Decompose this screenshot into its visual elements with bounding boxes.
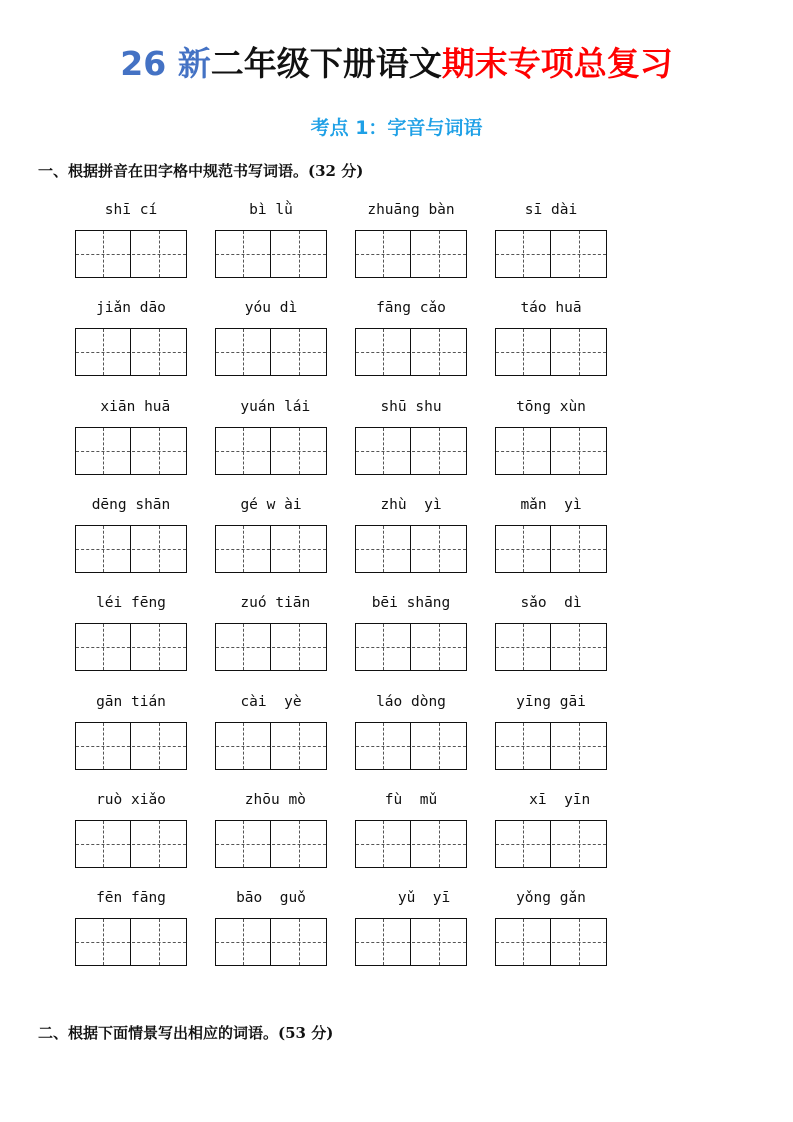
guide-line-vertical: [523, 919, 524, 965]
tianzige-box[interactable]: [75, 722, 187, 770]
word-cell: [215, 692, 327, 780]
guide-line-vertical: [299, 919, 300, 965]
tianzige-box[interactable]: [355, 623, 467, 671]
guide-line-horizontal: [76, 451, 186, 452]
guide-line-vertical: [579, 428, 580, 474]
pinyin-label: bì lǜ: [249, 202, 293, 218]
guide-line-vertical: [103, 428, 104, 474]
title-year: 26 新: [120, 44, 211, 83]
guide-line-horizontal: [496, 746, 606, 747]
guide-line-horizontal: [76, 647, 186, 648]
tianzige-box[interactable]: [495, 427, 607, 475]
tianzige-box[interactable]: [495, 230, 607, 278]
pinyin-label: yǔ yī: [371, 890, 451, 906]
guide-line-vertical: [439, 329, 440, 375]
guide-line-vertical: [159, 329, 160, 375]
pinyin-label: xī yīn: [511, 792, 591, 808]
guide-line-vertical: [523, 723, 524, 769]
guide-line-vertical: [523, 624, 524, 670]
guide-line-horizontal: [356, 844, 466, 845]
guide-line-vertical: [579, 821, 580, 867]
word-cell: [75, 692, 187, 780]
guide-line-horizontal: [496, 549, 606, 550]
pinyin-label: fù mǔ: [384, 792, 438, 808]
guide-line-vertical: [159, 231, 160, 277]
word-cell: [355, 888, 467, 976]
pinyin-label: gé w ài: [240, 497, 302, 513]
guide-line-horizontal: [356, 942, 466, 943]
guide-line-vertical: [159, 526, 160, 572]
guide-line-vertical: [523, 821, 524, 867]
pinyin-label: sǎo dì: [520, 595, 582, 611]
pinyin-label: táo huā: [520, 300, 582, 316]
guide-line-vertical: [243, 821, 244, 867]
word-cell: [355, 593, 467, 681]
guide-line-vertical: [439, 723, 440, 769]
guide-line-horizontal: [356, 352, 466, 353]
word-cell: [215, 495, 327, 583]
tianzige-box[interactable]: [495, 820, 607, 868]
guide-line-vertical: [299, 329, 300, 375]
guide-line-vertical: [103, 231, 104, 277]
tianzige-box[interactable]: [355, 820, 467, 868]
guide-line-horizontal: [216, 942, 326, 943]
tianzige-box[interactable]: [215, 427, 327, 475]
word-cell: [215, 593, 327, 681]
word-cell: [75, 888, 187, 976]
guide-line-vertical: [579, 329, 580, 375]
guide-line-horizontal: [76, 844, 186, 845]
word-cell: [75, 200, 187, 288]
guide-line-horizontal: [356, 549, 466, 550]
pinyin-label: sī dài: [524, 202, 578, 218]
word-cell: [495, 200, 607, 288]
word-cell: [75, 790, 187, 878]
guide-line-horizontal: [76, 549, 186, 550]
word-cell: [215, 397, 327, 485]
tianzige-box[interactable]: [75, 328, 187, 376]
word-cell: [215, 200, 327, 288]
tianzige-box[interactable]: [495, 328, 607, 376]
guide-line-vertical: [383, 526, 384, 572]
pinyin-label: bāo guǒ: [236, 890, 306, 906]
guide-line-horizontal: [356, 451, 466, 452]
guide-line-horizontal: [216, 647, 326, 648]
pinyin-label: dēng shān: [91, 497, 171, 513]
word-cell: [215, 888, 327, 976]
guide-line-horizontal: [496, 352, 606, 353]
guide-line-vertical: [159, 919, 160, 965]
section-2-heading: 二、根据下面情景写出相应的词语。(53 分): [38, 1024, 334, 1042]
tianzige-box[interactable]: [215, 230, 327, 278]
guide-line-vertical: [159, 723, 160, 769]
guide-line-horizontal: [216, 254, 326, 255]
tianzige-box[interactable]: [355, 918, 467, 966]
guide-line-vertical: [383, 329, 384, 375]
guide-line-vertical: [523, 428, 524, 474]
guide-line-vertical: [243, 919, 244, 965]
guide-line-vertical: [523, 231, 524, 277]
guide-line-horizontal: [496, 844, 606, 845]
guide-line-vertical: [439, 821, 440, 867]
tianzige-box[interactable]: [355, 328, 467, 376]
guide-line-horizontal: [356, 746, 466, 747]
pinyin-label: léi fēng: [96, 595, 166, 611]
guide-line-vertical: [383, 723, 384, 769]
guide-line-vertical: [579, 624, 580, 670]
guide-line-vertical: [383, 821, 384, 867]
tianzige-box[interactable]: [355, 525, 467, 573]
tianzige-box[interactable]: [215, 918, 327, 966]
guide-line-vertical: [523, 526, 524, 572]
pinyin-label: shī cí: [104, 202, 158, 218]
guide-line-vertical: [523, 329, 524, 375]
tianzige-box[interactable]: [355, 722, 467, 770]
word-cell: [495, 692, 607, 780]
guide-line-horizontal: [76, 746, 186, 747]
guide-line-vertical: [579, 919, 580, 965]
title-grade: 二年级下册语文: [210, 44, 442, 83]
pinyin-label: láo dòng: [376, 694, 446, 710]
guide-line-vertical: [103, 821, 104, 867]
guide-line-horizontal: [216, 549, 326, 550]
word-cell: [75, 495, 187, 583]
tianzige-box[interactable]: [355, 230, 467, 278]
tianzige-box[interactable]: [75, 820, 187, 868]
guide-line-vertical: [383, 624, 384, 670]
pinyin-label: zuó tiān: [231, 595, 311, 611]
pinyin-label: zhuāng bàn: [367, 202, 455, 218]
guide-line-horizontal: [216, 844, 326, 845]
guide-line-vertical: [243, 329, 244, 375]
pinyin-label: cài yè: [240, 694, 302, 710]
guide-line-vertical: [439, 526, 440, 572]
guide-line-horizontal: [76, 942, 186, 943]
tianzige-box[interactable]: [495, 525, 607, 573]
guide-line-vertical: [159, 428, 160, 474]
word-cell: [495, 298, 607, 386]
tianzige-box[interactable]: [215, 328, 327, 376]
page-subtitle: 考点 1：字音与词语: [310, 117, 483, 139]
guide-line-vertical: [159, 821, 160, 867]
guide-line-vertical: [103, 919, 104, 965]
word-cell: [215, 790, 327, 878]
guide-line-horizontal: [356, 254, 466, 255]
guide-line-vertical: [159, 624, 160, 670]
guide-line-vertical: [103, 624, 104, 670]
guide-line-vertical: [243, 231, 244, 277]
guide-line-vertical: [439, 231, 440, 277]
guide-line-vertical: [103, 329, 104, 375]
tianzige-box[interactable]: [75, 230, 187, 278]
pinyin-label: shū shu: [380, 399, 442, 415]
guide-line-vertical: [103, 526, 104, 572]
guide-line-vertical: [243, 428, 244, 474]
guide-line-vertical: [439, 919, 440, 965]
word-cell: [75, 298, 187, 386]
guide-line-vertical: [383, 919, 384, 965]
guide-line-vertical: [579, 231, 580, 277]
guide-line-horizontal: [216, 352, 326, 353]
pinyin-label: yuán lái: [231, 399, 311, 415]
tianzige-box[interactable]: [75, 623, 187, 671]
guide-line-horizontal: [76, 352, 186, 353]
guide-line-horizontal: [496, 254, 606, 255]
word-cell: [215, 298, 327, 386]
pinyin-label: xiān huā: [91, 399, 171, 415]
guide-line-vertical: [299, 723, 300, 769]
word-cell: [495, 495, 607, 583]
pinyin-label: bēi shāng: [371, 595, 451, 611]
tianzige-box[interactable]: [75, 525, 187, 573]
pinyin-label: jiǎn dāo: [96, 300, 166, 316]
guide-line-horizontal: [356, 647, 466, 648]
pinyin-label: fāng cǎo: [376, 300, 446, 316]
pinyin-label: fēn fāng: [96, 890, 166, 906]
guide-line-vertical: [579, 526, 580, 572]
pinyin-label: gān tián: [96, 694, 166, 710]
guide-line-horizontal: [216, 451, 326, 452]
word-cell: [355, 298, 467, 386]
pinyin-label: tōng xùn: [516, 399, 586, 415]
word-cell: [355, 790, 467, 878]
word-cell: [75, 593, 187, 681]
tianzige-box[interactable]: [495, 722, 607, 770]
word-cell: [495, 888, 607, 976]
guide-line-vertical: [439, 428, 440, 474]
guide-line-horizontal: [76, 254, 186, 255]
guide-line-vertical: [103, 723, 104, 769]
tianzige-box[interactable]: [355, 427, 467, 475]
word-cell: [495, 397, 607, 485]
word-cell: [75, 397, 187, 485]
tianzige-box[interactable]: [75, 427, 187, 475]
guide-line-vertical: [299, 624, 300, 670]
word-cell: [355, 692, 467, 780]
word-cell: [355, 495, 467, 583]
pinyin-label: yóu dì: [244, 300, 298, 316]
word-cell: [355, 397, 467, 485]
guide-line-vertical: [299, 428, 300, 474]
guide-line-horizontal: [216, 746, 326, 747]
word-cell: [355, 200, 467, 288]
pinyin-label: ruò xiǎo: [96, 792, 166, 808]
tianzige-box[interactable]: [215, 623, 327, 671]
guide-line-vertical: [579, 723, 580, 769]
word-cell: [495, 790, 607, 878]
title-review: 期末专项总复习: [441, 44, 673, 83]
tianzige-box[interactable]: [215, 820, 327, 868]
tianzige-box[interactable]: [495, 918, 607, 966]
guide-line-horizontal: [496, 942, 606, 943]
guide-line-horizontal: [496, 451, 606, 452]
pinyin-label: yīng gāi: [516, 694, 586, 710]
tianzige-box[interactable]: [215, 525, 327, 573]
guide-line-vertical: [243, 723, 244, 769]
guide-line-vertical: [299, 231, 300, 277]
tianzige-box[interactable]: [215, 722, 327, 770]
tianzige-box[interactable]: [75, 918, 187, 966]
guide-line-vertical: [439, 624, 440, 670]
tianzige-box[interactable]: [495, 623, 607, 671]
guide-line-vertical: [299, 526, 300, 572]
guide-line-vertical: [299, 821, 300, 867]
guide-line-vertical: [243, 624, 244, 670]
pinyin-label: zhōu mò: [236, 792, 306, 808]
section-1-heading: 一、根据拼音在田字格中规范书写词语。(32 分): [38, 162, 364, 180]
guide-line-vertical: [383, 231, 384, 277]
word-cell: [495, 593, 607, 681]
page-title: [0, 44, 793, 84]
pinyin-label: zhù yì: [380, 497, 442, 513]
pinyin-label: mǎn yì: [520, 497, 582, 513]
guide-line-horizontal: [496, 647, 606, 648]
pinyin-label: yǒng gǎn: [516, 890, 586, 906]
guide-line-vertical: [243, 526, 244, 572]
guide-line-vertical: [383, 428, 384, 474]
